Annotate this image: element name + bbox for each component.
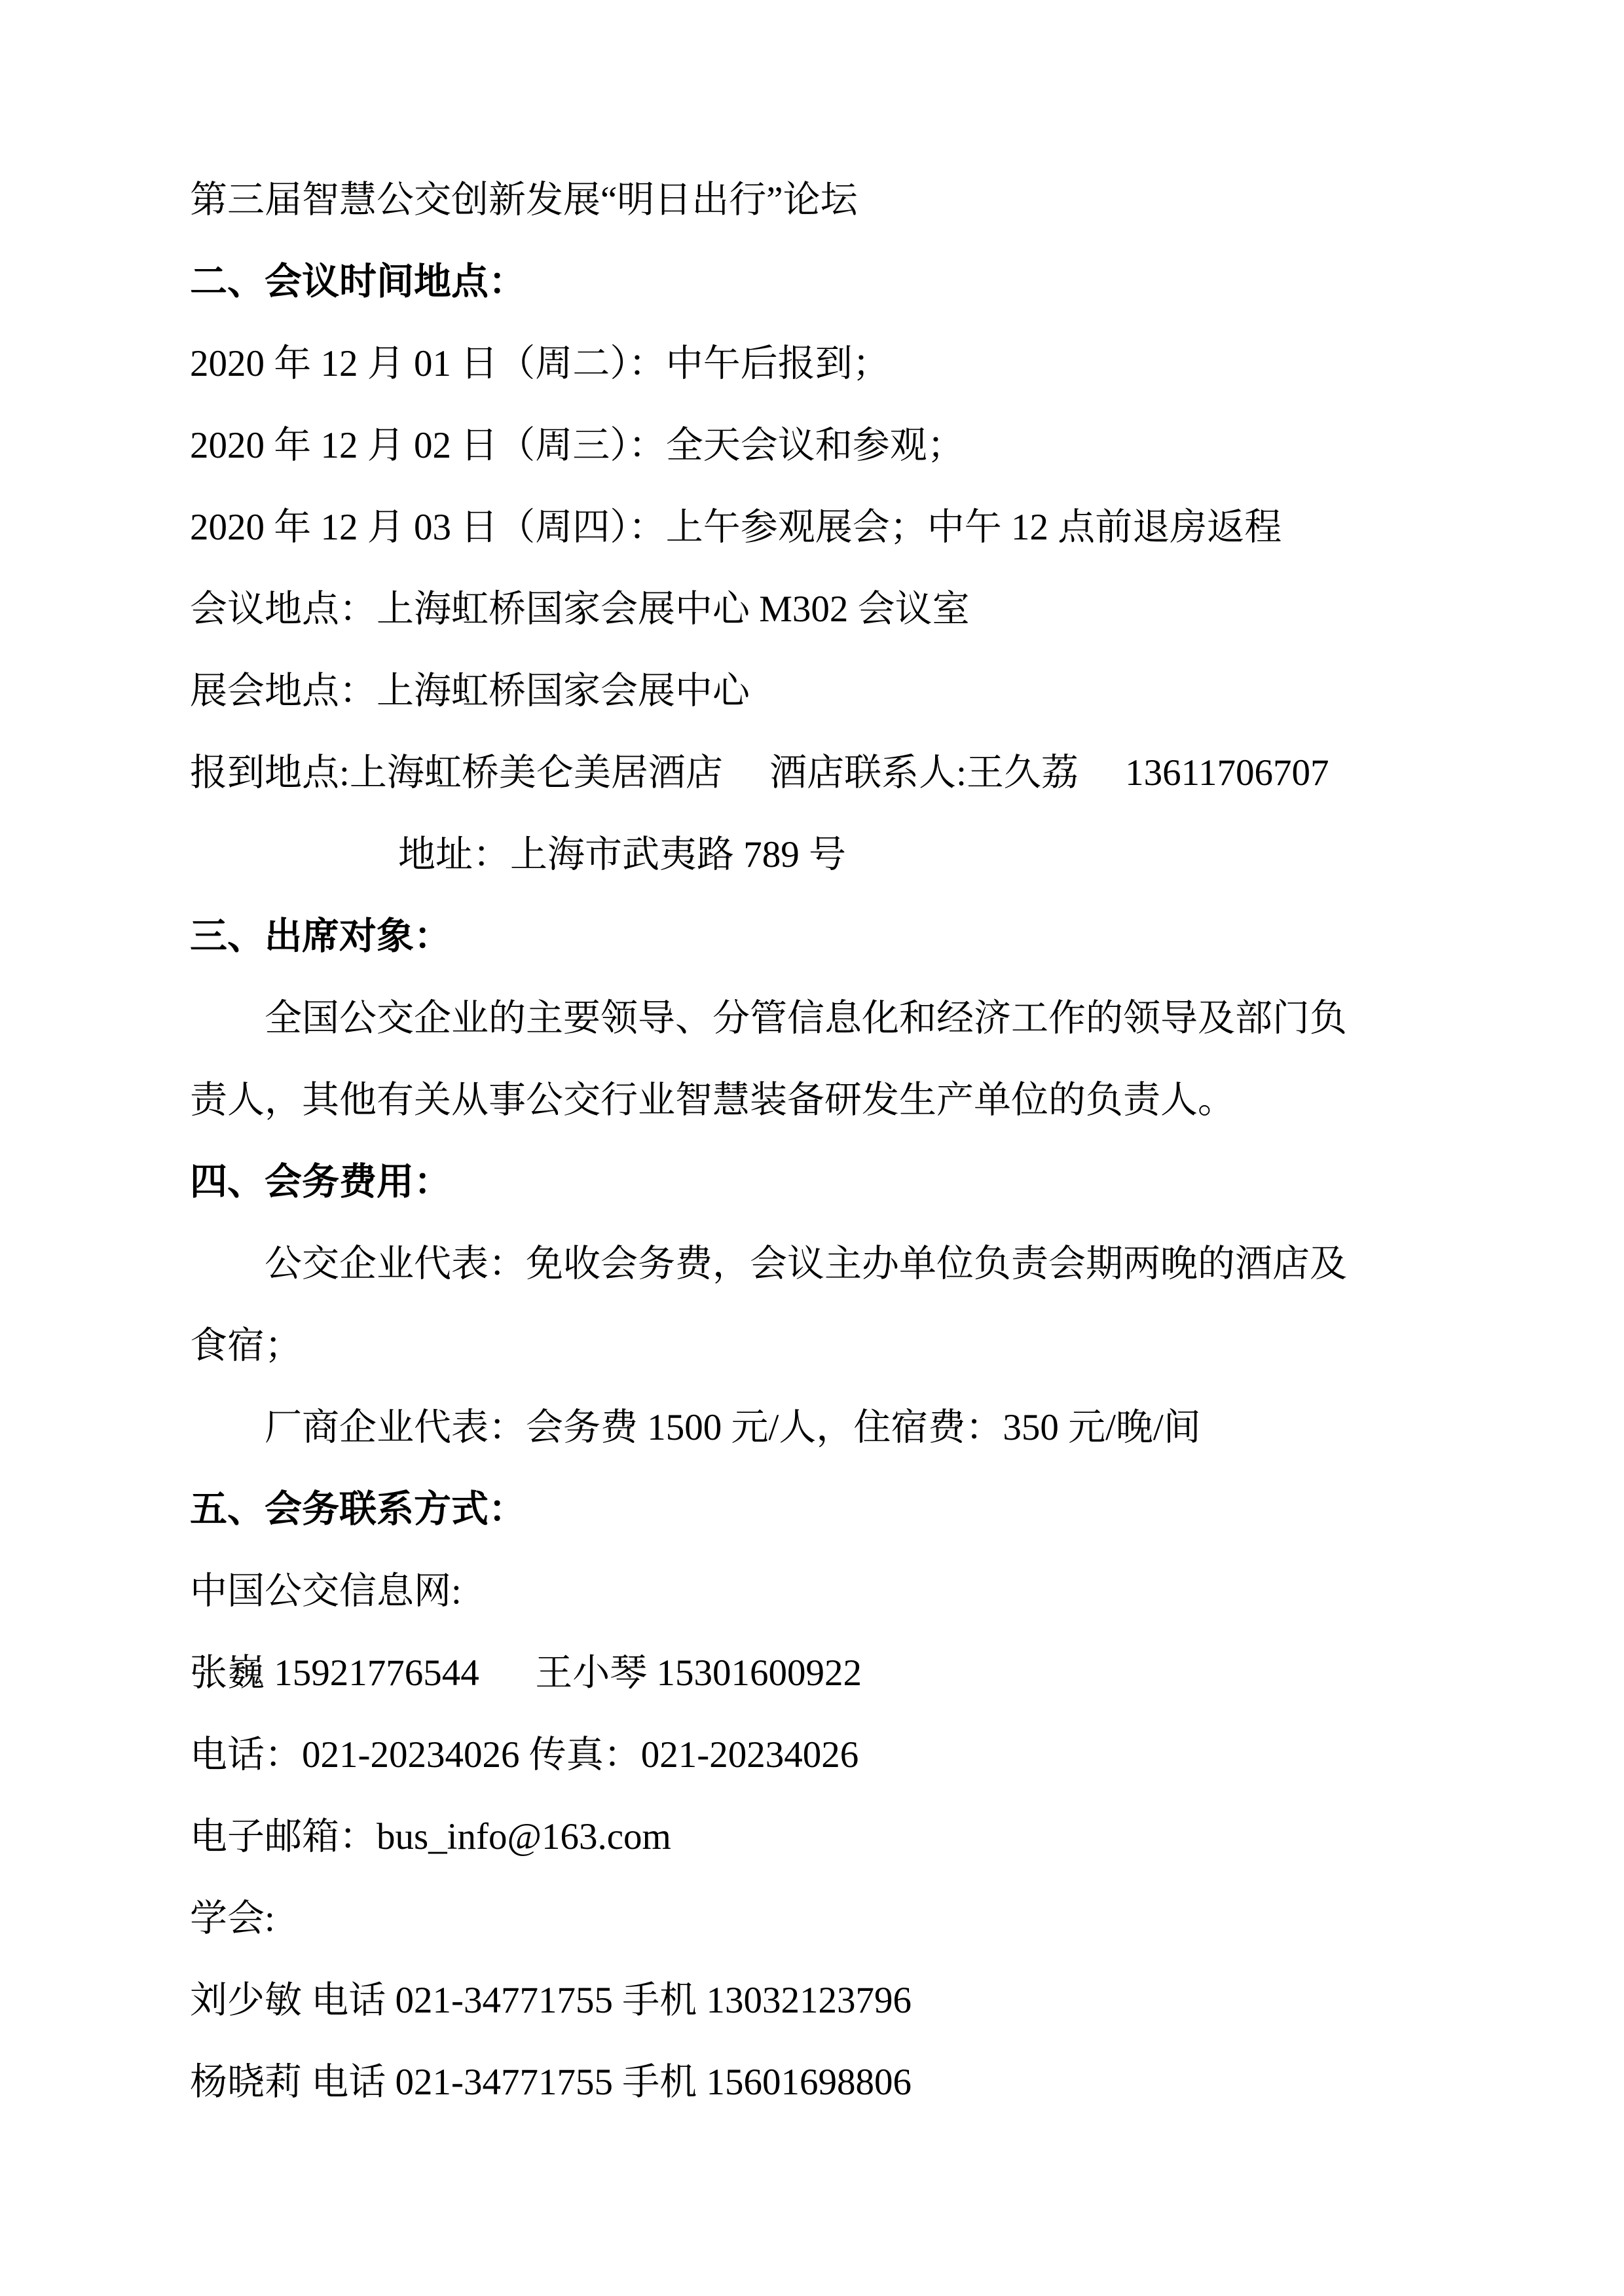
contact-email: 电子邮箱：bus_info@163.com [190,1816,671,1857]
heading-attendees: 三、出席对象： [190,916,451,957]
contact-person-yang-xiaoli: 杨晓莉 电话 021-34771755 手机 15601698806 [190,2062,912,2103]
fees-bus-companies-line-2: 食宿； [190,1325,302,1366]
schedule-day-3: 2020 年 12 月 03 日（周四）：上午参观展会；中午 12 点前退房返程 [190,507,1282,548]
hotel-address: 地址：上海市武夷路 789 号 [398,834,846,875]
fees-bus-companies-line-1: 公交企业代表：免收会务费，会议主办单位负责会期两晚的酒店及 [265,1243,1347,1285]
schedule-day-1: 2020 年 12 月 01 日（周二）：中午后报到； [190,343,890,384]
contact-org-society: 学会: [190,1898,275,1939]
heading-conference-fees: 四、会务费用： [190,1161,451,1203]
contact-persons-bus-info-net: 张巍 15921776544 王小琴 15301600922 [190,1652,862,1694]
fees-vendor-companies: 厂商企业代表：会务费 1500 元/人，住宿费：350 元/晚/间 [265,1407,1201,1448]
forum-title: 第三届智慧公交创新发展“明日出行”论坛 [190,179,858,221]
attendees-paragraph-line-1: 全国公交企业的主要领导、分管信息化和经济工作的领导及部门负 [265,998,1347,1039]
contact-phone-fax: 电话：021-20234026 传真：021-20234026 [190,1734,859,1776]
attendees-paragraph-line-2: 责人，其他有关从事公交行业智慧装备研发生产单位的负责人。 [190,1080,1235,1121]
expo-venue: 展会地点：上海虹桥国家会展中心 [190,670,750,712]
heading-contact-info: 五、会务联系方式： [190,1489,526,1530]
meeting-venue: 会议地点：上海虹桥国家会展中心 M302 会议室 [190,589,970,630]
schedule-day-2: 2020 年 12 月 02 日（周三）：全天会议和参观； [190,425,965,466]
heading-meeting-time-location: 二、会议时间地点： [190,261,526,302]
checkin-venue-and-hotel-contact: 报到地点:上海虹桥美仑美居酒店 酒店联系人:王久荔 13611706707 [190,752,1329,793]
contact-org-bus-info-net: 中国公交信息网: [190,1571,462,1612]
contact-person-liu-shaomin: 刘少敏 电话 021-34771755 手机 13032123796 [190,1980,912,2021]
document-body [190,159,1460,2123]
